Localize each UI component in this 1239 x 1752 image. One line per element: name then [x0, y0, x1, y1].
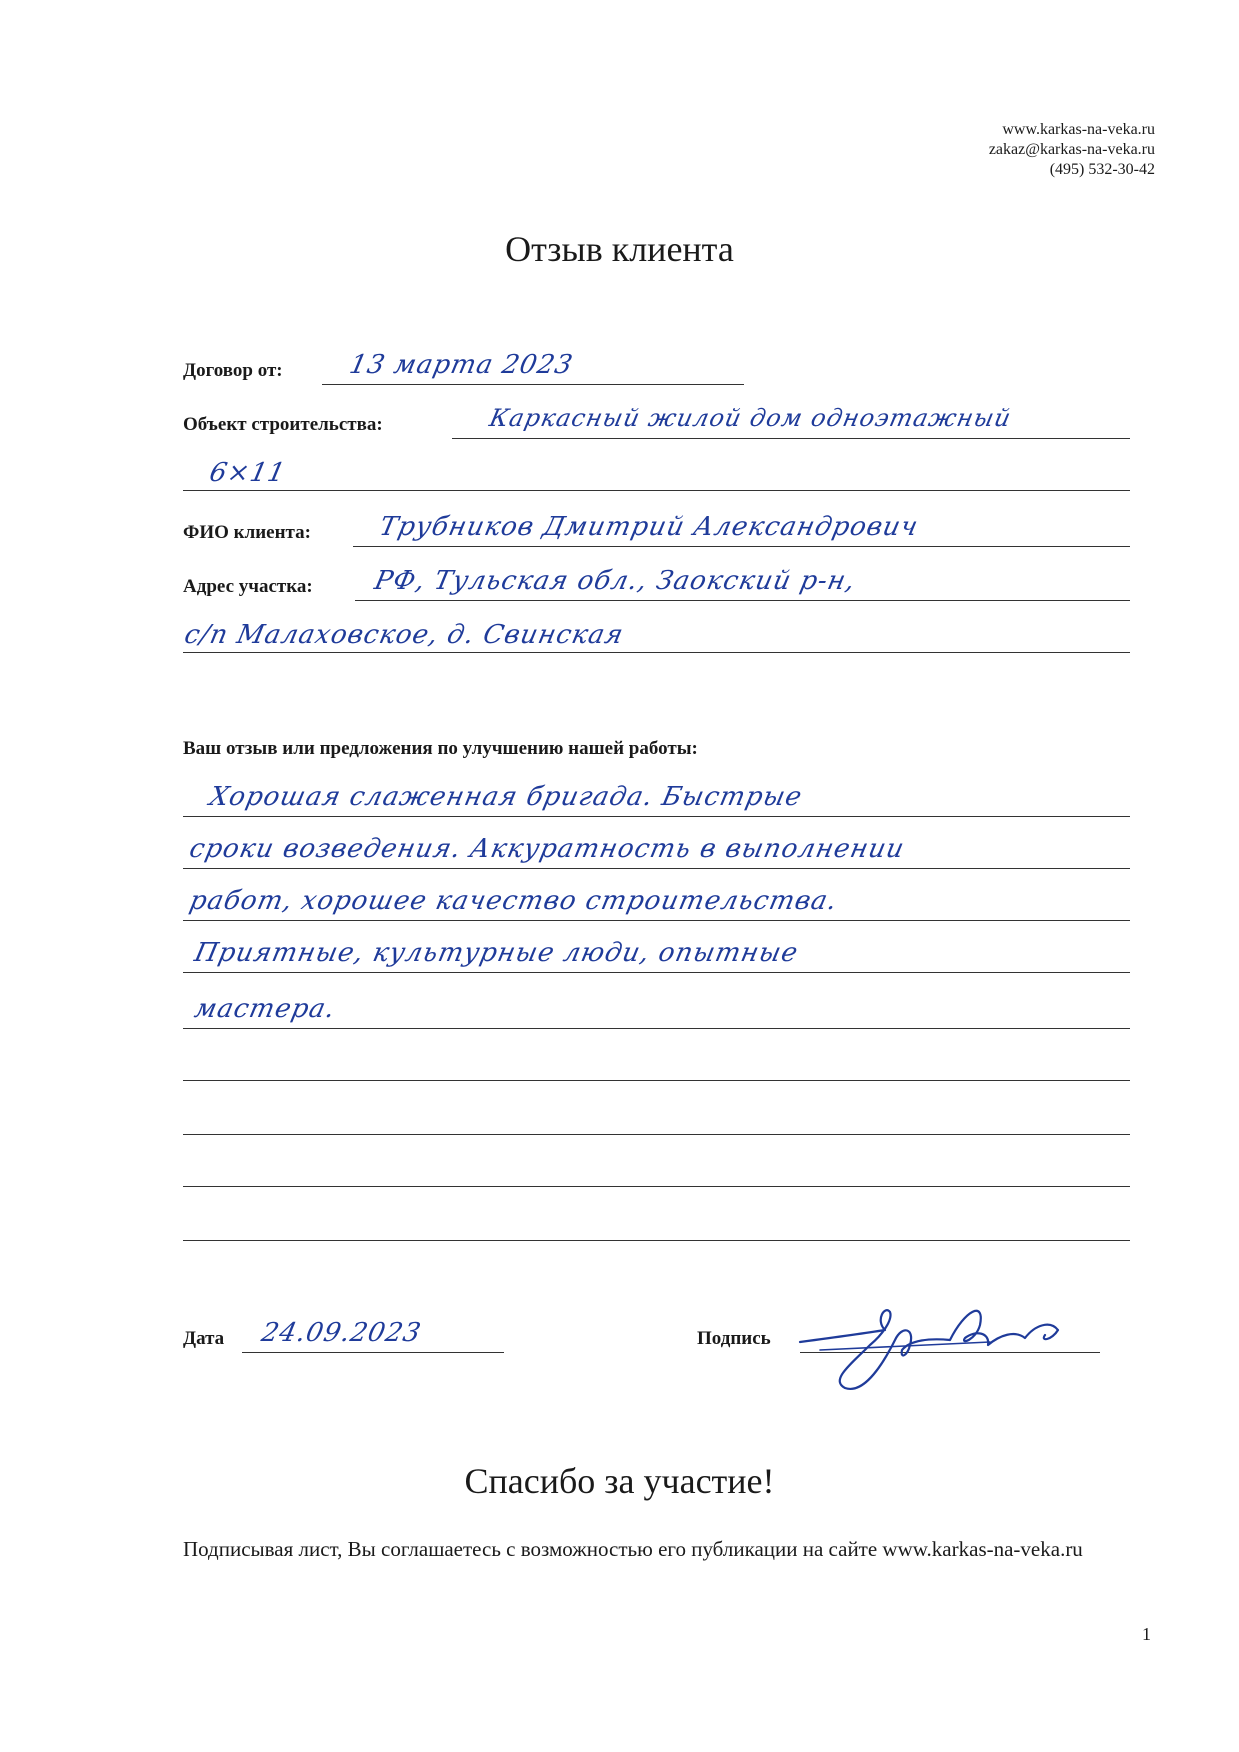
- address-value-line2: с/п Малаховское, д. Свинская: [181, 620, 627, 650]
- date-label: Дата: [183, 1328, 225, 1349]
- contract-label: Договор от:: [183, 360, 283, 381]
- email-link[interactable]: zakaz@karkas-na-veka.ru: [988, 141, 1155, 158]
- object-value-line1: Каркасный жилой дом одноэтажный: [487, 404, 1015, 432]
- phone-number: (495) 532-30-42: [1049, 161, 1155, 178]
- review-text-line: работ, хорошее качество строительства.: [186, 886, 841, 916]
- address-label: Адрес участка:: [183, 576, 313, 597]
- website-link[interactable]: www.karkas-na-veka.ru: [1002, 121, 1155, 138]
- page-number: 1: [1142, 1624, 1151, 1644]
- address-value-line1: РФ, Тульская обл., Заокский р-н,: [371, 566, 859, 596]
- date-value: 24.09.2023: [258, 1318, 425, 1348]
- review-text-line: сроки возведения. Аккуратность в выполнении: [186, 834, 908, 864]
- review-line: [183, 868, 1130, 869]
- thanks-heading: Спасибо за участие!: [464, 1461, 775, 1501]
- review-line: [183, 920, 1130, 921]
- contract-line: [322, 384, 744, 385]
- handwritten-signature: [790, 1290, 1090, 1400]
- client-value: Трубников Дмитрий Александрович: [376, 512, 922, 542]
- address-line-1: [355, 600, 1130, 601]
- review-label: Ваш отзыв или предложения по улучшению нашей работы:: [183, 738, 698, 759]
- page-title: Отзыв клиента: [505, 229, 734, 269]
- review-text-line: Хорошая слаженная бригада. Быстрые: [206, 782, 806, 812]
- review-text-line: Приятные, культурные люди, опытные: [191, 938, 802, 968]
- date-line: [242, 1352, 504, 1353]
- client-line: [353, 546, 1130, 547]
- contact-block: [989, 120, 1155, 180]
- review-line: [183, 1186, 1130, 1187]
- review-line: [183, 1080, 1130, 1081]
- object-line-2: [183, 490, 1130, 491]
- object-label: Объект строительства:: [183, 414, 383, 435]
- contract-value: 13 марта 2023: [346, 350, 576, 380]
- publication-consent-note: Подписывая лист, Вы соглашаетесь с возможностью его публикации на сайте www.karkas-na-veka.ru: [183, 1537, 1083, 1561]
- address-line-2: [183, 652, 1130, 653]
- review-line: [183, 816, 1130, 817]
- review-text-line: мастера.: [191, 994, 339, 1024]
- object-value-line2: 6×11: [206, 458, 289, 488]
- client-label: ФИО клиента:: [183, 522, 311, 543]
- review-line: [183, 1028, 1130, 1029]
- review-line: [183, 1134, 1130, 1135]
- review-line: [183, 1240, 1130, 1241]
- object-line-1: [452, 438, 1130, 439]
- review-line: [183, 972, 1130, 973]
- signature-label: Подпись: [697, 1328, 771, 1349]
